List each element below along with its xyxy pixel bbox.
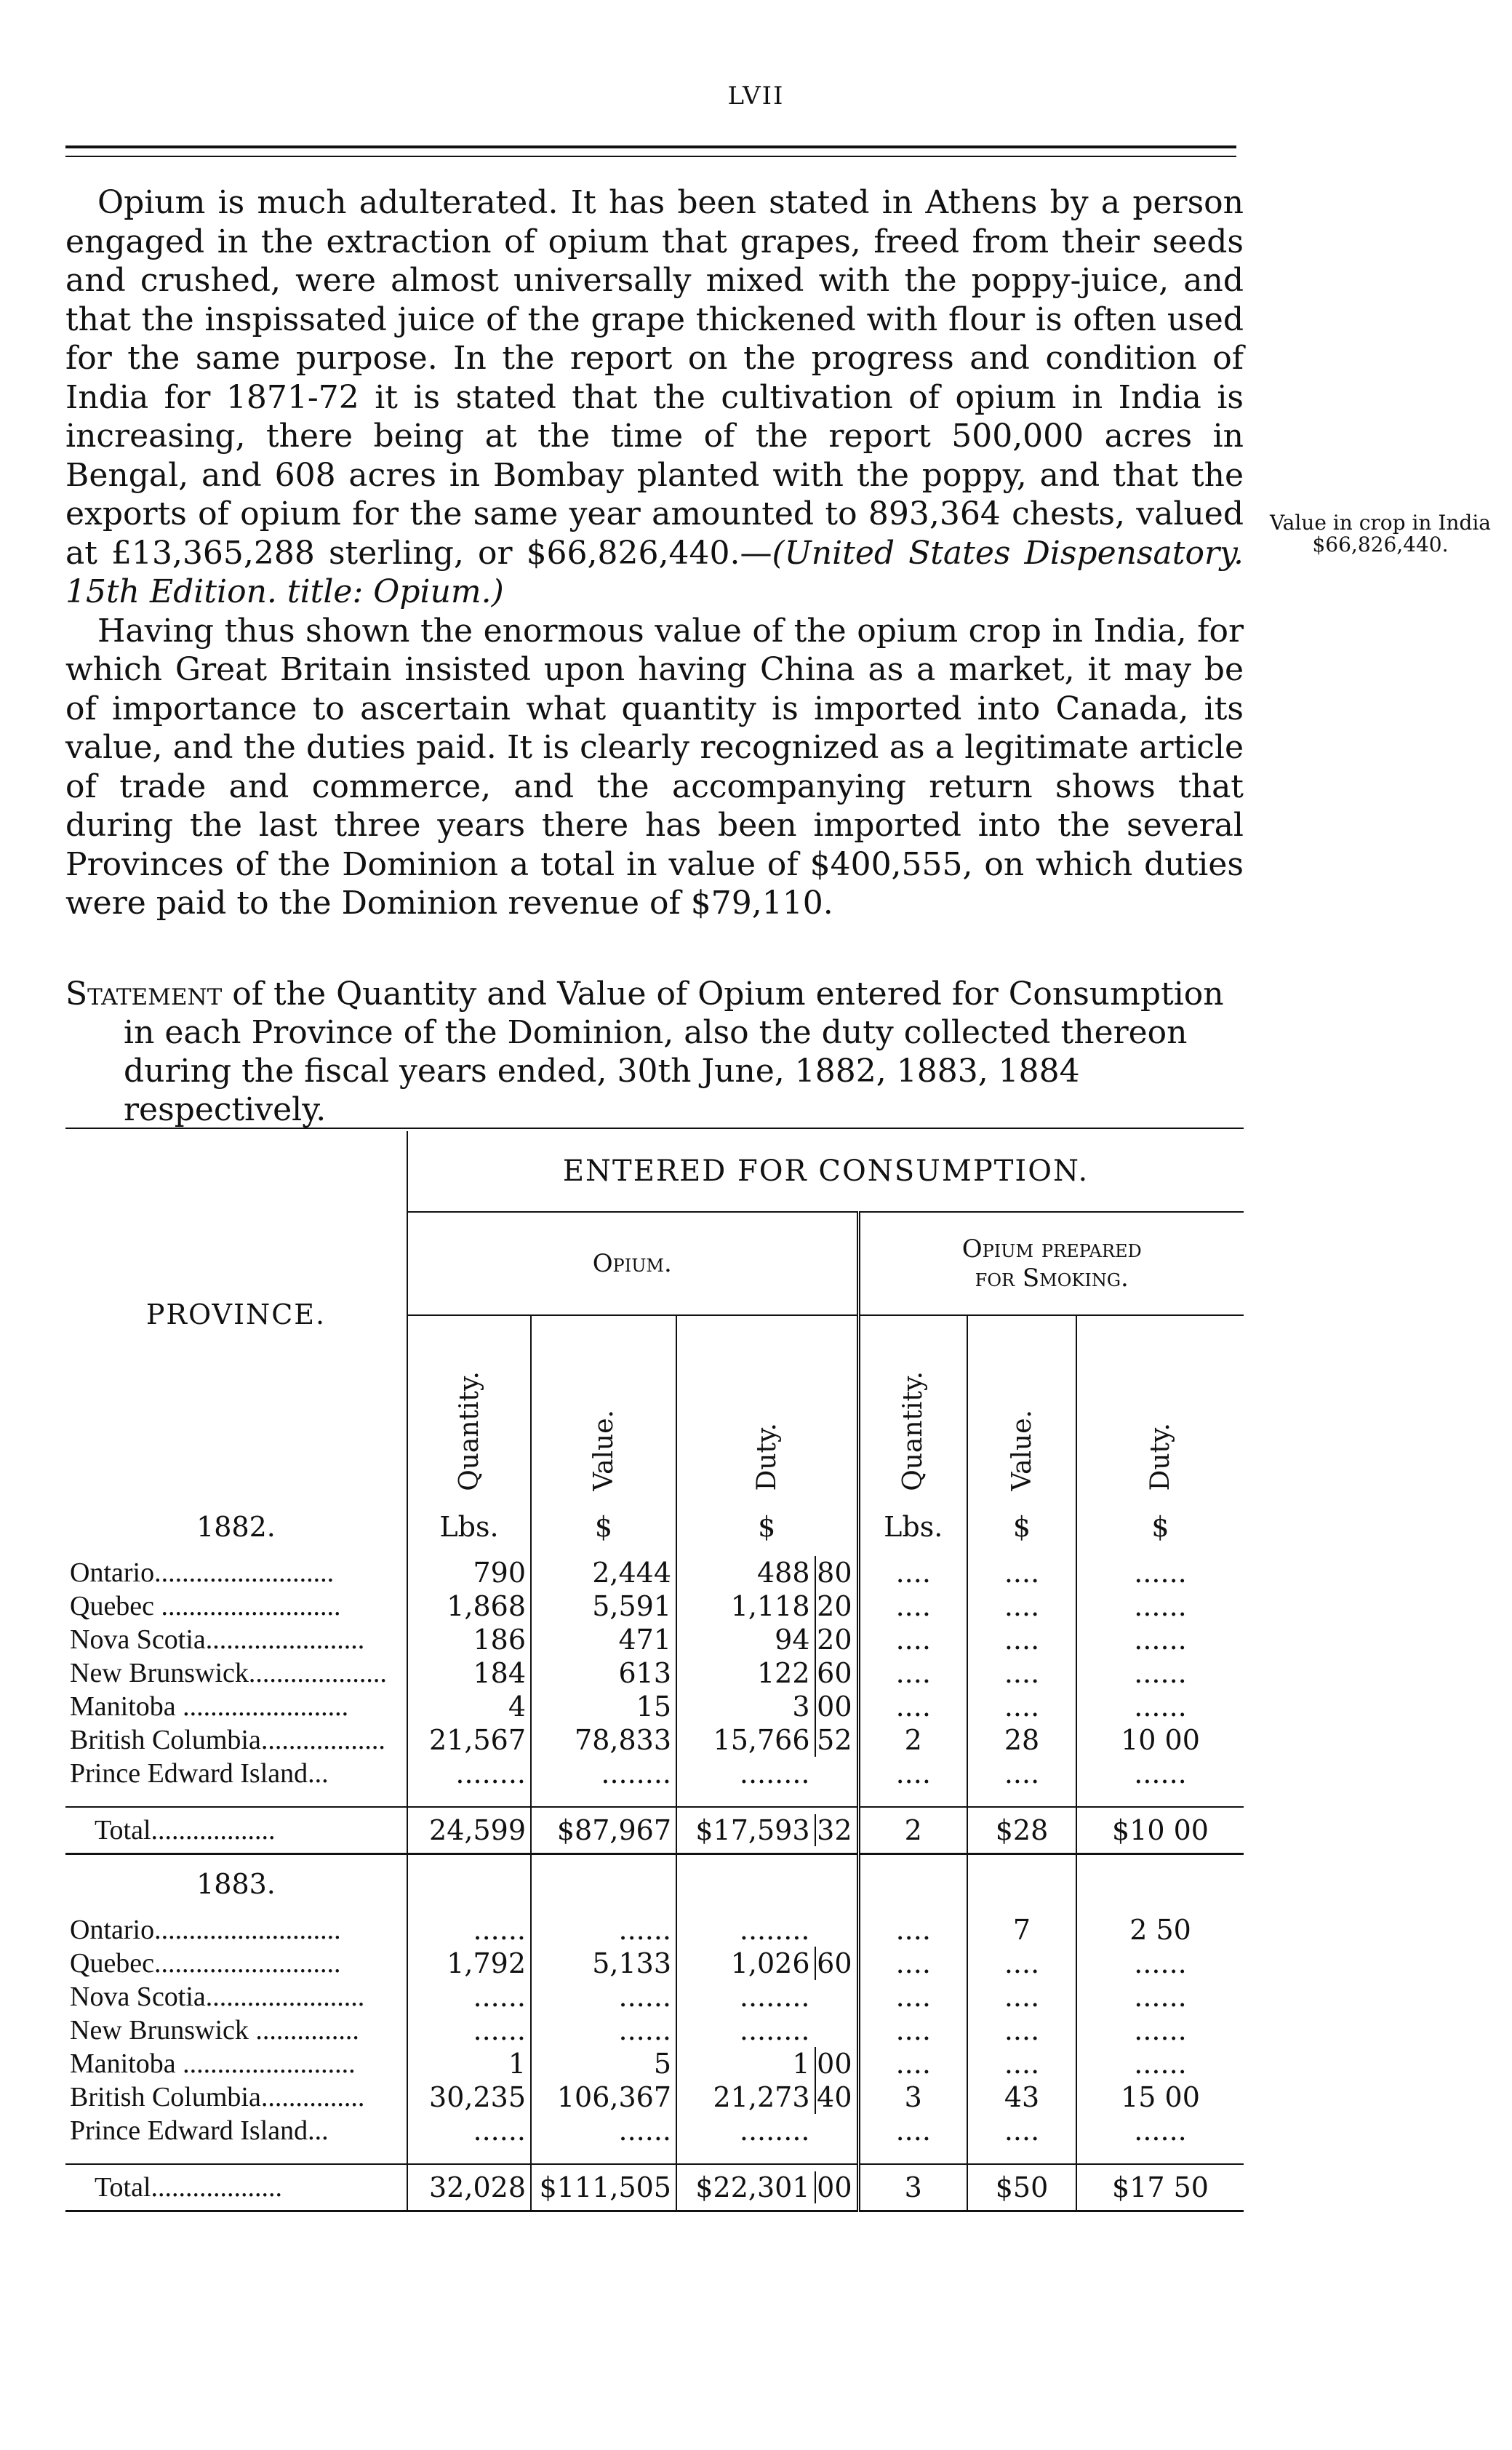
opium-duty: ........: [676, 1980, 858, 2014]
opium-duty: 94 20: [676, 1623, 858, 1656]
smoking-duty: ......: [1076, 1980, 1244, 2014]
unit-label: $: [531, 1498, 676, 1556]
smoking-duty: ......: [1076, 2114, 1244, 2147]
opium-value: 5,591: [531, 1589, 676, 1623]
table-row: [65, 1589, 1244, 1623]
smoking-quantity: ....: [858, 2114, 967, 2147]
total-opium-value: $111,505: [531, 2164, 676, 2211]
smoking-quantity: ....: [858, 1556, 967, 1589]
province-name: British Columbia...............: [70, 2082, 365, 2112]
total-smoking-duty: $10 00: [1076, 1807, 1244, 1854]
year-row: [65, 1498, 1244, 1556]
opium-duty: ........: [676, 1757, 858, 1790]
total-smoking-duty: $17 50: [1076, 2164, 1244, 2211]
unit-label: $: [967, 1498, 1076, 1556]
opium-quantity: 21,567: [407, 1723, 531, 1757]
smoking-value: ....: [967, 1757, 1076, 1790]
province-name: Nova Scotia.......................: [70, 1624, 365, 1655]
table-rule-top: [65, 1128, 1244, 1129]
col-header-quantity: Quantity.: [407, 1315, 531, 1498]
province-name: New Brunswick....................: [70, 1658, 387, 1688]
table-row: [65, 2047, 1244, 2080]
opium-value: 5: [531, 2047, 676, 2080]
paragraph-2: Having thus shown the enormous value of the opium crop in India, for which Great Britain insisted upon having China as a market, it may be of importance to ascertain what quantity is imported into Canada, its value, and the duties paid. It is clearly recognized as a legitimate article of trade and commerce, and the accompanying return shows that during the last three years there has been imported into the several Provinces of the Dominion a total in value of $400,555, on which duties were paid to the Dominion revenue of $79,110.: [65, 612, 1244, 922]
unit-label: Lbs.: [858, 1498, 967, 1556]
opium-value: ......: [531, 1980, 676, 2014]
table-row: [65, 2114, 1244, 2147]
opium-value: 5,133: [531, 1947, 676, 1980]
table-row: [65, 1556, 1244, 1589]
smoking-quantity: ....: [858, 2047, 967, 2080]
smoking-duty: ......: [1076, 2014, 1244, 2047]
opium-table: [65, 1131, 1244, 2212]
table-row: [65, 1723, 1244, 1757]
unit-label: Lbs.: [407, 1498, 531, 1556]
opium-duty: ........: [676, 2114, 858, 2147]
smoking-value: ....: [967, 1556, 1076, 1589]
smoking-duty: ......: [1076, 1757, 1244, 1790]
opium-duty: 1,118 20: [676, 1589, 858, 1623]
opium-value: ......: [531, 2114, 676, 2147]
paragraph-1: Opium is much adulterated. It has been stated in Athens by a person engaged in the extraction of opium that grapes, freed from their seeds and crushed, were almost universally mixed with the poppy-juice, and that the inspissated juice of the grape thickened with flour is often used for the same purpose. In the report on the progress and condition of India for 1871-72 it is stated that the cultivation of opium in India is increasing, there being at the time of the report 500,000 acres in Bengal, and 608 acres in Bombay planted with the poppy, and that the exports of opium for the same year amounted to 893,364 chests, valued at £13,365,288 sterling, or $66,826,440.—(United States Dispensatory. 15th Edition. title: Opium.): [65, 184, 1244, 610]
province-name: Quebec ..........................: [70, 1591, 341, 1621]
province-name: Ontario...........................: [70, 1915, 341, 1945]
table-row: [65, 1913, 1244, 1947]
statement-caption: Statement of the Quantity and Value of Opium entered for Consumption in each Province of the Dominion, also the duty collected thereon during the fiscal years ended, 30th June, 1882, 1883, 1884 respectively.: [65, 975, 1224, 1128]
province-name: Quebec...........................: [70, 1948, 341, 1979]
page-number: LVII: [727, 81, 785, 111]
year-row: [65, 1854, 1244, 1914]
total-smoking-value: $28: [967, 1807, 1076, 1854]
table-row: [65, 1980, 1244, 2014]
smoking-value: 43: [967, 2080, 1076, 2114]
table-row: [65, 1947, 1244, 1980]
smoking-duty: ......: [1076, 1656, 1244, 1690]
opium-group-header: Opium.: [407, 1212, 858, 1315]
opium-duty: 1 00: [676, 2047, 858, 2080]
smoking-quantity: 3: [858, 2080, 967, 2114]
opium-quantity: 1,792: [407, 1947, 531, 1980]
opium-duty: 488 80: [676, 1556, 858, 1589]
opium-value: 15: [531, 1690, 676, 1723]
opium-quantity: 4: [407, 1690, 531, 1723]
smoking-quantity: ....: [858, 1623, 967, 1656]
year-label: 1883.: [196, 1868, 276, 1900]
opium-quantity: ......: [407, 2014, 531, 2047]
opium-quantity: 1,868: [407, 1589, 531, 1623]
smoking-group-header: Opium prepared for Smoking.: [858, 1212, 1244, 1315]
province-name: Prince Edward Island...: [70, 2115, 329, 2146]
col-header-value: Value.: [531, 1315, 676, 1498]
opium-quantity: ......: [407, 1980, 531, 2014]
opium-value: 78,833: [531, 1723, 676, 1757]
total-opium-duty: $17,593 32: [676, 1807, 858, 1854]
opium-quantity: 1: [407, 2047, 531, 2080]
opium-value: 106,367: [531, 2080, 676, 2114]
smoking-quantity: ....: [858, 1980, 967, 2014]
table-row: [65, 2080, 1244, 2114]
smoking-value: ....: [967, 2014, 1076, 2047]
smoking-quantity: ....: [858, 1589, 967, 1623]
opium-duty: 21,273 40: [676, 2080, 858, 2114]
opium-value: 2,444: [531, 1556, 676, 1589]
total-opium-duty: $22,301 00: [676, 2164, 858, 2211]
total-label: Total..................: [65, 1807, 407, 1854]
smoking-quantity: ....: [858, 1690, 967, 1723]
smoking-value: ....: [967, 1980, 1076, 2014]
smoking-quantity: ....: [858, 1757, 967, 1790]
table-row: [65, 1690, 1244, 1723]
col-header-duty: Duty.: [676, 1315, 858, 1498]
top-rule-thin: [65, 156, 1236, 157]
unit-label: $: [1076, 1498, 1244, 1556]
opium-duty: 3 00: [676, 1690, 858, 1723]
citation: (United States Dispensatory. 15th Edition. title: Opium.): [65, 534, 1244, 610]
total-row: [65, 2164, 1244, 2211]
smoking-quantity: ....: [858, 1656, 967, 1690]
smoking-value: ....: [967, 1947, 1076, 1980]
smoking-duty: 10 00: [1076, 1723, 1244, 1757]
total-row: [65, 1807, 1244, 1854]
opium-value: ........: [531, 1757, 676, 1790]
smoking-duty: ......: [1076, 1556, 1244, 1589]
smoking-value: ....: [967, 1656, 1076, 1690]
smoking-value: ....: [967, 1623, 1076, 1656]
total-label: Total...................: [65, 2164, 407, 2211]
entered-header: ENTERED FOR CONSUMPTION.: [407, 1131, 1244, 1212]
province-header: PROVINCE.: [145, 1298, 327, 1330]
opium-duty: ........: [676, 2014, 858, 2047]
smoking-quantity: ....: [858, 1947, 967, 1980]
opium-duty: 15,766 52: [676, 1723, 858, 1757]
smoking-value: ....: [967, 2114, 1076, 2147]
smoking-duty: ......: [1076, 1690, 1244, 1723]
total-opium-quantity: 32,028: [407, 2164, 531, 2211]
opium-value: 613: [531, 1656, 676, 1690]
opium-quantity: ......: [407, 1913, 531, 1947]
opium-quantity: ........: [407, 1757, 531, 1790]
opium-duty: 1,026 60: [676, 1947, 858, 1980]
province-name: Manitoba ........................: [70, 1691, 349, 1722]
margin-note: Value in crop in India $66,826,440.: [1270, 511, 1491, 556]
unit-label: $: [676, 1498, 858, 1556]
total-opium-quantity: 24,599: [407, 1807, 531, 1854]
col-header-smoking-duty: Duty.: [1076, 1315, 1244, 1498]
top-rule: [65, 145, 1236, 148]
smoking-quantity: 2: [858, 1723, 967, 1757]
opium-duty: ........: [676, 1913, 858, 1947]
table-row: [65, 1623, 1244, 1656]
smoking-duty: ......: [1076, 2047, 1244, 2080]
opium-quantity: 186: [407, 1623, 531, 1656]
table-row: [65, 2014, 1244, 2047]
opium-quantity: 184: [407, 1656, 531, 1690]
smoking-quantity: ....: [858, 1913, 967, 1947]
smoking-duty: ......: [1076, 1589, 1244, 1623]
smoking-value: ....: [967, 1589, 1076, 1623]
opium-value: ......: [531, 2014, 676, 2047]
province-name: Prince Edward Island...: [70, 1758, 329, 1789]
opium-quantity: 790: [407, 1556, 531, 1589]
province-name: Nova Scotia.......................: [70, 1982, 365, 2012]
smoking-duty: 2 50: [1076, 1913, 1244, 1947]
province-name: British Columbia..................: [70, 1725, 385, 1755]
year-label: 1882.: [196, 1511, 276, 1543]
smoking-value: ....: [967, 1690, 1076, 1723]
province-name: Manitoba .........................: [70, 2048, 356, 2079]
table-row: [65, 1656, 1244, 1690]
statement-lead: Statement: [65, 975, 223, 1013]
col-header-smoking-value: Value.: [967, 1315, 1076, 1498]
opium-duty: 122 60: [676, 1656, 858, 1690]
province-name: New Brunswick ...............: [70, 2015, 359, 2046]
opium-value: ......: [531, 1913, 676, 1947]
total-smoking-quantity: 3: [858, 2164, 967, 2211]
body-text: [65, 183, 1244, 923]
smoking-value: 28: [967, 1723, 1076, 1757]
smoking-value: ....: [967, 2047, 1076, 2080]
smoking-duty: ......: [1076, 1947, 1244, 1980]
opium-quantity: 30,235: [407, 2080, 531, 2114]
smoking-value: 7: [967, 1913, 1076, 1947]
col-header-smoking-quantity: Quantity.: [858, 1315, 967, 1498]
opium-quantity: ......: [407, 2114, 531, 2147]
total-opium-value: $87,967: [531, 1807, 676, 1854]
province-name: Ontario..........................: [70, 1557, 335, 1588]
total-smoking-quantity: 2: [858, 1807, 967, 1854]
opium-value: 471: [531, 1623, 676, 1656]
smoking-quantity: ....: [858, 2014, 967, 2047]
smoking-duty: 15 00: [1076, 2080, 1244, 2114]
smoking-duty: ......: [1076, 1623, 1244, 1656]
table-row: [65, 1757, 1244, 1790]
total-smoking-value: $50: [967, 2164, 1076, 2211]
